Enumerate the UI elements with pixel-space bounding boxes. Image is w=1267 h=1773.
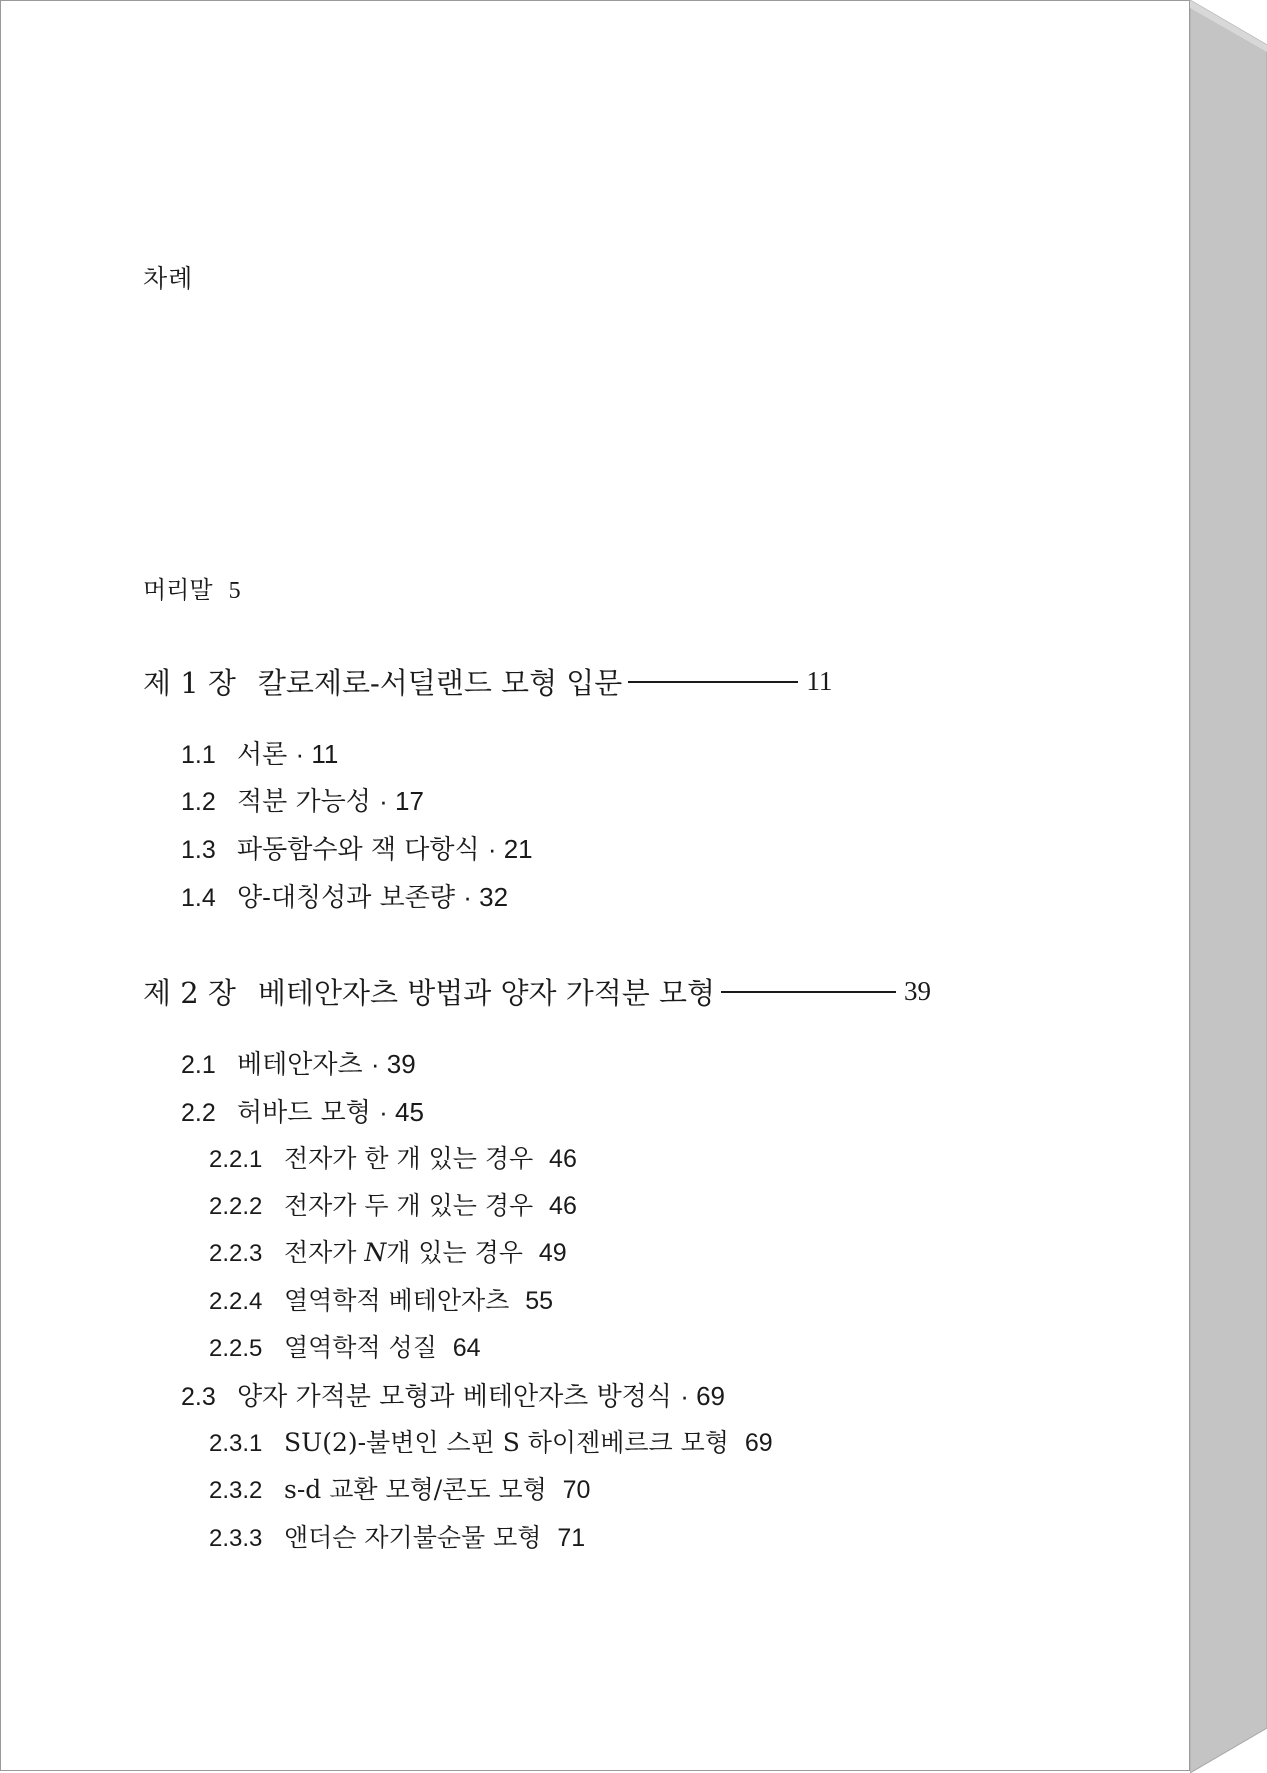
section-number: 2.2 [181, 1099, 216, 1127]
toc-subsection [209, 1470, 590, 1506]
subsection-title: 전자가 [284, 1238, 365, 1267]
subsection-number: 2.2.2 [209, 1193, 263, 1220]
subsection-page: 46 [549, 1192, 577, 1220]
preface-label: 머리말 [143, 576, 213, 604]
section-page: · 39 [370, 1049, 416, 1079]
subsection-number: 2.2.1 [209, 1146, 263, 1173]
subsection-title: 앤더슨 자기불순물 모형 [284, 1523, 542, 1552]
subsection-title: 전자가 한 개 있는 경우 [284, 1144, 534, 1173]
section-title: 파동함수와 잭 다항식 [237, 835, 480, 865]
chapter-label: 제 2 장 [143, 976, 236, 1010]
subsection-title: 개 있는 경우 [386, 1238, 523, 1267]
toc-section [181, 1092, 424, 1129]
subsection-number: 2.2.5 [209, 1335, 263, 1362]
toc-subsection [209, 1139, 577, 1175]
subsection-number: 2.2.3 [209, 1240, 263, 1267]
toc-subsection [209, 1328, 481, 1364]
subsection-page: 71 [557, 1524, 586, 1552]
section-title: 적분 가능성 [237, 787, 371, 817]
subsection-page: 70 [562, 1476, 591, 1504]
toc-section [181, 1044, 416, 1081]
toc-section [181, 734, 338, 771]
subsection-title: s-d 교환 모형/콘도 모형 [284, 1475, 547, 1504]
section-number: 2.1 [181, 1051, 216, 1079]
section-title: 허바드 모형 [237, 1098, 371, 1128]
toc-subsection [209, 1233, 567, 1269]
subsection-page: 55 [525, 1287, 554, 1315]
subsection-title: 전자가 두 개 있는 경우 [284, 1191, 534, 1220]
book-edge [1190, 0, 1267, 1773]
section-title: 양자 가적분 모형과 베테안자츠 방정식 [237, 1382, 672, 1412]
chapter-page: 11 [806, 666, 833, 696]
chapter-page: 39 [904, 976, 932, 1006]
subsection-number: 2.3.3 [209, 1525, 263, 1552]
toc-subsection [209, 1518, 585, 1554]
subsection-number: 2.3.2 [209, 1477, 263, 1504]
toc-chapter-1 [143, 661, 832, 702]
section-number: 1.1 [181, 741, 216, 769]
chapter-title: 베테안자츠 방법과 양자 가적분 모형 [257, 976, 716, 1010]
section-page: · 45 [379, 1097, 424, 1127]
toc-subsection [209, 1423, 773, 1459]
page-title: 차례 [143, 264, 194, 293]
section-page: · 32 [463, 882, 509, 912]
chapter-label: 제 1 장 [143, 666, 236, 700]
subsection-page: 64 [452, 1334, 481, 1362]
section-title: 서론 [237, 740, 288, 770]
section-title: 양-대칭성과 보존량 [237, 883, 455, 913]
leader-line [721, 991, 896, 993]
toc-preface [143, 570, 241, 605]
subsection-title: 열역학적 베테안자츠 [284, 1286, 510, 1315]
section-number: 2.3 [181, 1383, 216, 1411]
preface-page: 5 [228, 578, 241, 604]
section-number: 1.4 [181, 884, 216, 912]
toc-section [181, 829, 533, 866]
subsection-title: 열역학적 성질 [284, 1333, 437, 1362]
subsection-number: 2.2.4 [209, 1288, 263, 1315]
section-page: · 21 [487, 834, 533, 864]
section-title: 베테안자츠 [237, 1050, 363, 1080]
toc-section [181, 1376, 725, 1413]
toc-chapter-2 [143, 971, 931, 1012]
section-page: · 11 [295, 739, 339, 769]
subsection-title: SU(2)-불변인 스핀 S 하이젠베르크 모형 [284, 1428, 729, 1457]
subsection-page: 46 [549, 1145, 577, 1173]
subsection-number: 2.3.1 [209, 1430, 263, 1457]
section-number: 1.2 [181, 788, 216, 816]
subsection-page: 49 [538, 1239, 567, 1267]
section-page: · 17 [379, 786, 424, 816]
toc-section [181, 877, 508, 914]
variable-n: N [364, 1238, 387, 1267]
leader-line [628, 681, 798, 683]
toc-subsection [209, 1186, 577, 1222]
section-page: · 69 [680, 1381, 725, 1411]
subsection-page: 69 [744, 1429, 773, 1457]
toc-section [181, 781, 424, 818]
chapter-title: 칼로제로-서덜랜드 모형 입문 [257, 666, 623, 700]
toc-subsection [209, 1281, 553, 1317]
section-number: 1.3 [181, 836, 216, 864]
